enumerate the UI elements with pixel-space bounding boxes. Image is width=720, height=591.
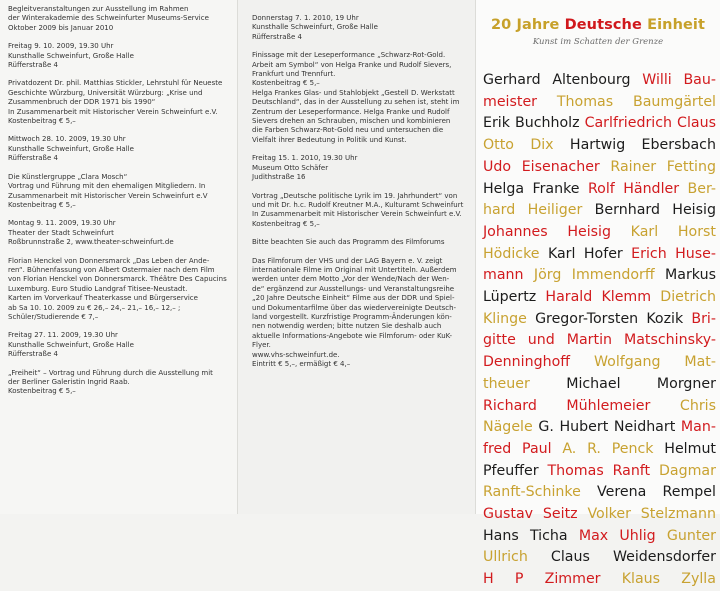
artist-name-word: Altenbourg (552, 72, 631, 88)
artist-name-word: Matschinsky- (623, 332, 716, 349)
program-line: Roßbrunnstraße 2, www.theater-schweinfurt.de (8, 238, 174, 247)
title-part-1: 20 Jahre (490, 17, 560, 33)
artist-name-word: Volker (587, 506, 631, 523)
program-line: Helga Frankes Glas- und Stahlobjekt „Gestell D. Werkstatt (252, 88, 455, 97)
artist-name-word: Hartwig (569, 137, 626, 154)
artist-name-line (483, 352, 716, 374)
artist-name-line (483, 461, 716, 483)
artist-name-word: Willi (642, 72, 672, 88)
program-line: Theater der Stadt Schweinfurt (8, 228, 114, 237)
block-gap (8, 164, 234, 173)
artist-name-word: Carlfriedrich (584, 115, 673, 132)
program-line: Flyer. (252, 341, 271, 350)
artist-name-word: Seitz (542, 506, 578, 523)
artist-name-word: Rolf (587, 180, 615, 197)
program-line: Luxemburg. Euro Studio Landgraf Titisee-Neustadt. (8, 284, 188, 293)
program-line: Rüfferstraße 4 (8, 61, 58, 70)
program-block (8, 79, 234, 126)
program-line: Judithstraße 16 (252, 173, 306, 182)
artist-name-line (483, 330, 716, 352)
artist-name-word: Weidensdorfer (612, 549, 716, 566)
program-line: aktuelle Informations-Angebote wie Filmforum- oder KuK- (252, 331, 453, 340)
program-block (252, 14, 472, 42)
artist-name-word: Mühlemeier (566, 397, 651, 414)
artist-name-word: Dietrich (660, 289, 716, 306)
artist-name-word: hard (483, 202, 516, 219)
artist-name-word: Chris (679, 397, 716, 414)
program-line: Rüfferstraße 4 (8, 350, 58, 359)
artist-name-word: Ticha (529, 527, 568, 544)
program-line: Rüfferstraße 4 (252, 32, 302, 41)
artist-name-word: Dix (530, 137, 554, 154)
program-line: ab Sa 10. 10. 2009 zu € 26,– 24,– 21,– 16,– 12,– ; (8, 303, 181, 312)
artist-name-line (483, 374, 716, 396)
program-line: land vorgestellt. Kurzfristige Programm-Änderungen kön- (252, 312, 452, 321)
artist-name-line (483, 526, 716, 548)
artist-names (483, 70, 716, 591)
program-line: Zusammenbruch der DDR 1971 bis 1990“ (8, 98, 156, 107)
artist-name-word: Man- (680, 419, 716, 436)
artist-name-word: Pfeuffer (483, 462, 539, 479)
program-line: Freitag 27. 11. 2009, 19.30 Uhr (8, 331, 118, 340)
program-line: Kostenbeitrag € 5,– (252, 79, 320, 88)
artist-name-word: fred (483, 440, 512, 457)
artist-name-word: Uhlig (619, 527, 656, 544)
artist-name-word: Hubert (559, 419, 609, 436)
artist-name-word: Helga (483, 180, 525, 197)
artist-name-line (483, 287, 716, 309)
program-line: der Berliner Galeristin Ingrid Raab. (8, 378, 130, 386)
artist-name-line (483, 309, 716, 331)
artist-name-word: Paul (522, 440, 552, 457)
artist-name-word: Gregor-Torsten (535, 310, 639, 327)
artist-name-word: und (527, 332, 555, 349)
program-line: Kostenbeitrag € 5,– (8, 387, 76, 396)
artist-name-line (483, 135, 716, 157)
artist-name-word: Richard (483, 397, 537, 414)
artist-name-word: Ranft (612, 462, 651, 479)
program-block (252, 192, 472, 230)
program-line: Privatdozent Dr. phil. Matthias Stickler, Lehrstuhl für Neueste (8, 79, 223, 88)
block-gap (8, 210, 234, 219)
block-gap (8, 33, 234, 42)
artist-name-word: Wolfgang (593, 354, 661, 371)
artist-name-word: Gustav (483, 506, 534, 523)
program-line: Sievers drehen an Schrauben, mischen und kombinieren (252, 117, 451, 126)
artist-name-word: Hofer (583, 245, 623, 262)
artist-name-word: Lüpertz (483, 289, 537, 306)
program-column-1 (8, 5, 234, 397)
artist-name-word: Verena (597, 484, 647, 501)
program-line: Karten im Vorverkauf Theaterkasse und Bürgerservice (8, 294, 198, 303)
program-block (8, 331, 234, 359)
program-block (252, 51, 472, 145)
program-line: Vielfalt ihrer Bedeutung in Politik und Kunst. (252, 135, 407, 144)
artist-name-word: Klemm (601, 289, 652, 306)
artist-name-word: Erik (483, 115, 510, 132)
program-line: internationale Filme im Original mit Untertiteln. Außerdem (252, 265, 457, 274)
program-line: Eintritt € 5,–, ermäßigt € 4,– (252, 360, 351, 368)
artist-name-word: Bernhard (594, 202, 660, 219)
program-line: Florian Henckel von Donnersmarck „Das Leben der Ande- (8, 256, 210, 265)
program-line: In Zusammenarbeit mit Historischer Verein Schweinfurt e.V. (252, 210, 462, 219)
program-line: von Florian Henckel von Donnersmarck. Théâtre Des Capucins (8, 275, 227, 284)
artist-name-word: Stelzmann (640, 506, 716, 523)
artist-name-word: Jörg (533, 267, 562, 284)
artist-name-word: Ebersbach (641, 137, 716, 154)
artist-name-word: Horst (677, 223, 716, 240)
block-gap (8, 248, 234, 257)
program-line: Deutschland“, das in der Ausstellung zu sehen ist, steht im (252, 98, 460, 107)
program-line: Frankfurt und Trennfurt. (252, 70, 336, 79)
artist-name-line (483, 113, 716, 135)
program-line: Kunsthalle Schweinfurt, Große Halle (8, 144, 134, 153)
block-gap (252, 42, 472, 51)
artist-name-word: Huse- (675, 245, 716, 262)
artist-name-word: Fetting (666, 158, 716, 175)
program-line: Das Filmforum der VHS und der LAG Bayern e. V. zeigt (252, 256, 443, 265)
artist-name-word: Hödicke (483, 245, 540, 262)
artist-name-line (483, 70, 716, 92)
program-line: de“ ergänzend zur Ausstellungs- und Veranstaltungsreihe (252, 284, 455, 293)
program-line: Kunsthalle Schweinfurt, Große Halle (8, 51, 134, 60)
artist-name-line (483, 482, 716, 504)
artist-name-word: theuer (483, 375, 530, 392)
block-gap (252, 229, 472, 238)
cover-title (476, 17, 720, 33)
program-line: Schüler/Studierende € 7,– (8, 312, 99, 321)
artist-name-word: Hans (483, 527, 519, 544)
program-line: Kunsthalle Schweinfurt, Große Halle (252, 23, 378, 32)
program-line: Freitag 15. 1. 2010, 19.30 Uhr (252, 154, 358, 163)
program-line: Museum Otto Schäfer (252, 163, 329, 172)
program-line: Begleitveranstaltungen zur Ausstellung im Rahmen (8, 5, 189, 13)
artist-name-word: Gerhard (483, 72, 541, 88)
program-line: Kostenbeitrag € 5,– (252, 219, 320, 228)
artist-name-word: Erich (631, 245, 667, 262)
program-block (8, 257, 234, 323)
program-block (252, 154, 472, 182)
artist-name-word: Johannes (483, 223, 548, 240)
program-panel-left (0, 0, 238, 514)
artist-name-word: Klinge (483, 310, 527, 327)
artist-name-word: Heisig (567, 223, 611, 240)
artist-name-line (483, 92, 716, 114)
artist-name-word: Baumgärtel (632, 93, 716, 110)
artist-name-word: Helmut (664, 440, 716, 457)
block-gap (252, 248, 472, 257)
artist-name-word: Morgner (656, 375, 716, 392)
artist-name-word: Kozik (646, 310, 684, 327)
artist-name-line (483, 504, 716, 526)
artist-name-word: Thomas (556, 93, 614, 110)
artist-name-word: Heisig (672, 202, 716, 219)
cover-subtitle: Kunst im Schatten der Grenze (532, 37, 664, 47)
program-block (8, 42, 234, 70)
block-gap (8, 70, 234, 79)
artist-name-word: Eisenacher (521, 158, 600, 175)
program-line: Mittwoch 28. 10. 2009, 19.30 Uhr (8, 135, 126, 144)
artist-name-word: A. (562, 440, 577, 457)
artist-name-word: Harald (545, 289, 593, 306)
artist-name-word: Karl (630, 223, 659, 240)
artist-name-word: Zimmer (544, 571, 601, 588)
artist-name-word: gitte (483, 332, 516, 349)
artist-name-word: Heiliger (527, 202, 583, 219)
artist-name-word: Max (578, 527, 609, 544)
artist-name-line (483, 396, 716, 418)
block-gap (252, 183, 472, 192)
program-line: Zentrum der Leseperformance. Helga Franke und Rudolf (252, 107, 450, 116)
cover-header (476, 17, 720, 47)
block-gap (8, 322, 234, 331)
program-line: Donnerstag 7. 1. 2010, 19 Uhr (252, 14, 359, 22)
artist-name-word: Thomas (547, 462, 604, 479)
program-line: Rüfferstraße 4 (8, 154, 58, 163)
artist-name-word: Martin (566, 332, 613, 349)
program-line: und mit Dr. h.c. Rudolf Kreutner M.A., Kulturamt Schweinfurt (252, 200, 464, 209)
artist-name-line (483, 417, 716, 439)
program-line: Oktober 2009 bis Januar 2010 (8, 23, 114, 32)
program-line: Bitte beachten Sie auch das Programm des Filmforums (252, 238, 445, 247)
artist-name-word: P (514, 571, 524, 588)
program-line: Montag 9. 11. 2009, 19.30 Uhr (8, 219, 116, 228)
artist-name-word: Markus (665, 267, 716, 284)
program-line: Vortrag und Führung mit den ehemaligen Mitgliedern. In (8, 182, 206, 191)
artist-name-word: G. (538, 419, 554, 436)
artist-name-word: Franke (532, 180, 580, 197)
program-line: nen notwendig werden; bitte nutzen Sie deshalb auch (252, 322, 442, 331)
program-line: und Dokumentarfilme über das wiedervereinigte Deutsch- (252, 303, 457, 312)
artist-name-word: Bau- (683, 72, 716, 88)
artist-name-line (483, 222, 716, 244)
block-gap (8, 126, 234, 135)
artist-name-word: Buchholz (514, 115, 580, 132)
artist-name-line (483, 569, 716, 591)
artist-name-word: Udo (483, 158, 512, 175)
program-line: Freitag 9. 10. 2009, 19.30 Uhr (8, 42, 114, 51)
artist-name-word: Bri- (691, 310, 716, 327)
artist-name-word: Händler (623, 180, 680, 197)
artist-name-word: Rempel (662, 484, 716, 501)
program-line: der Winterakademie des Schweinfurter Museums-Service (8, 14, 209, 23)
block-gap (8, 360, 234, 369)
program-line: Geschichte Würzburg, Universität Würzburg: „Krise und (8, 88, 203, 97)
artist-name-word: mann (483, 267, 524, 284)
program-line: Kostenbeitrag € 5,– (8, 117, 76, 126)
artist-name-word: Neidhart (613, 419, 676, 436)
program-line: Kunsthalle Schweinfurt, Große Halle (8, 340, 134, 349)
program-line: Kostenbeitrag € 5,– (8, 200, 76, 209)
program-line: „20 Jahre Deutsche Einheit“ Filme aus der DDR und Spiel- (252, 294, 455, 303)
artist-name-word: Ranft-Schinke (483, 484, 581, 501)
program-block (8, 173, 234, 211)
artist-name-word: Nägele (483, 419, 533, 436)
program-line: www.vhs-schweinfurt.de. (252, 350, 340, 359)
program-block (8, 5, 234, 33)
artist-name-word: Zylla (681, 571, 716, 588)
program-panel-middle (238, 0, 476, 514)
artist-name-word: Immendorff (571, 267, 655, 284)
program-line: Vortrag „Deutsche politische Lyrik im 19. Jahrhundert“ von (252, 191, 458, 200)
artist-name-word: Ullrich (483, 549, 528, 566)
program-block (8, 135, 234, 163)
program-block (252, 238, 472, 247)
program-line: werden unter dem Motto „Vor der Wende/Nach der Wen- (252, 275, 450, 284)
artist-name-word: Penck (611, 440, 654, 457)
artist-name-word: Otto (483, 137, 514, 154)
program-line: Arbeit am Symbol“ von Helga Franke und Rudolf Sievers, (252, 60, 452, 69)
program-line: ren“. Bühnenfassung von Albert Ostermaier nach dem Film (8, 265, 215, 274)
artist-name-word: R. (587, 440, 601, 457)
artist-name-word: Michael (566, 375, 621, 392)
program-line: Zusammenarbeit mit Historischer Verein Schweinfurt e.V (8, 191, 208, 200)
artist-name-word: Karl (547, 245, 576, 262)
artist-name-line (483, 439, 716, 461)
artist-name-word: Klaus (621, 571, 661, 588)
artist-name-word: Dagmar (658, 462, 716, 479)
program-line: „Freiheit“ – Vortrag und Führung durch die Ausstellung mit (8, 368, 213, 377)
program-column-2 (252, 14, 472, 369)
artist-name-line (483, 200, 716, 222)
program-block (8, 219, 234, 247)
program-line: die Farben Schwarz-Rot-Gold neu und untersuchen die (252, 126, 444, 135)
artist-name-word: Mat- (684, 354, 716, 371)
artist-name-line (483, 244, 716, 266)
program-block (8, 369, 234, 397)
program-line: Die Künstlergruppe „Clara Mosch“ (8, 172, 128, 181)
block-gap (252, 145, 472, 154)
artist-name-line (483, 265, 716, 287)
cover-panel (476, 0, 720, 588)
program-line: Finissage mit der Leseperformance „Schwarz-Rot-Gold. (252, 51, 446, 60)
title-part-2: Deutsche (564, 17, 642, 33)
artist-name-word: meister (483, 93, 538, 110)
artist-name-line (483, 547, 716, 569)
artist-name-word: Denninghoff (483, 354, 571, 371)
title-part-3: Einheit (647, 17, 706, 33)
artist-name-word: Claus (550, 549, 590, 566)
artist-name-word: Ber- (687, 180, 716, 197)
artist-name-line (483, 157, 716, 179)
program-block (252, 257, 472, 370)
artist-name-word: H (483, 571, 494, 588)
artist-name-line (483, 179, 716, 201)
program-line: In Zusammenarbeit mit Historischer Verein Schweinfurt e.V. (8, 107, 218, 116)
artist-name-word: Claus (677, 115, 716, 132)
artist-name-word: Gunter (666, 527, 716, 544)
artist-name-word: Rainer (610, 158, 657, 175)
